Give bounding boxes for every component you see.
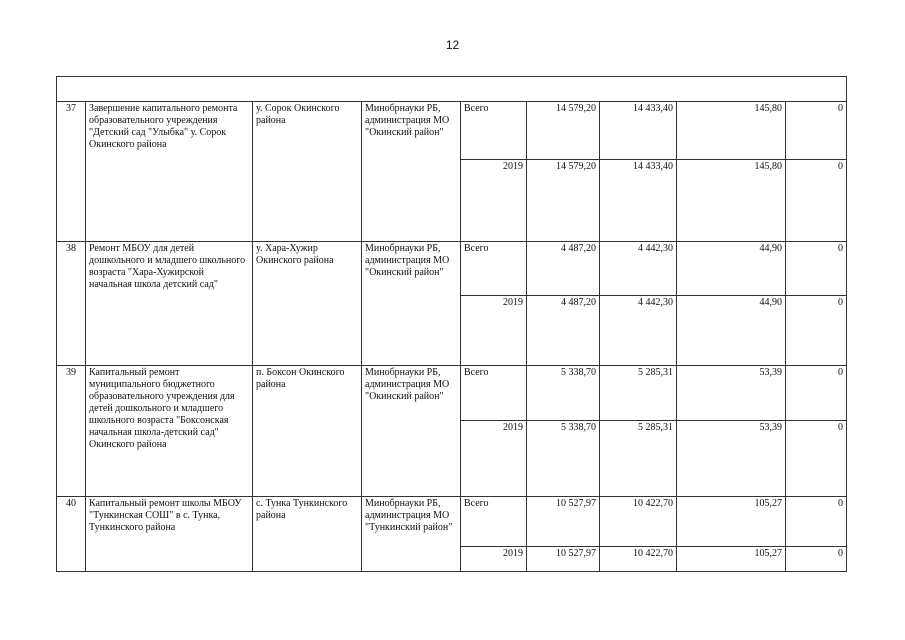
period-year: 2019 xyxy=(461,160,527,242)
row-number: 38 xyxy=(57,242,86,366)
row-number: 37 xyxy=(57,102,86,242)
amount-total: 4 487,20 xyxy=(527,296,600,366)
amount-regional: 145,80 xyxy=(677,160,786,242)
amount-total: 10 527,97 xyxy=(527,497,600,547)
period-total-label: Всего xyxy=(461,497,527,547)
amount-total: 5 338,70 xyxy=(527,366,600,421)
table-row xyxy=(57,497,847,547)
responsible-party: Минобрнауки РБ, администрация МО "Тункинский район" xyxy=(362,497,461,572)
amount-total: 14 579,20 xyxy=(527,102,600,160)
period-year: 2019 xyxy=(461,421,527,497)
amount-regional: 44,90 xyxy=(677,296,786,366)
amount-total: 10 527,97 xyxy=(527,547,600,572)
project-location: с. Тунка Тункинского района xyxy=(253,497,362,572)
table-row xyxy=(57,102,847,160)
period-total-label: Всего xyxy=(461,102,527,160)
amount-regional: 44,90 xyxy=(677,242,786,296)
project-name: Ремонт МБОУ для детей дошкольного и младшего школьного возраста "Хара-Хужирской начальная школа детский сад" xyxy=(86,242,253,366)
amount-regional: 105,27 xyxy=(677,547,786,572)
amount-other: 0 xyxy=(786,497,847,547)
amount-regional: 53,39 xyxy=(677,366,786,421)
amount-regional: 105,27 xyxy=(677,497,786,547)
page-number: 12 xyxy=(445,38,460,52)
amount-federal: 14 433,40 xyxy=(600,160,677,242)
amount-other: 0 xyxy=(786,242,847,296)
responsible-party: Минобрнауки РБ, администрация МО "Окинский район" xyxy=(362,102,461,242)
amount-total: 14 579,20 xyxy=(527,160,600,242)
project-name: Капитальный ремонт школы МБОУ "Тункинская СОШ" в с. Тунка, Тункинского района xyxy=(86,497,253,572)
amount-regional: 53,39 xyxy=(677,421,786,497)
amount-federal: 14 433,40 xyxy=(600,102,677,160)
amount-total: 4 487,20 xyxy=(527,242,600,296)
amount-federal: 4 442,30 xyxy=(600,242,677,296)
amount-other: 0 xyxy=(786,160,847,242)
amount-federal: 5 285,31 xyxy=(600,366,677,421)
row-number: 40 xyxy=(57,497,86,572)
project-location: у. Сорок Окинского района xyxy=(253,102,362,242)
period-total-label: Всего xyxy=(461,366,527,421)
amount-other: 0 xyxy=(786,366,847,421)
row-number: 39 xyxy=(57,366,86,497)
project-name: Завершение капитального ремонта образовательного учреждения "Детский сад "Улыбка" у. Сорок Окинского района xyxy=(86,102,253,242)
responsible-party: Минобрнауки РБ, администрация МО "Окинский район" xyxy=(362,242,461,366)
header-strip xyxy=(57,77,847,102)
amount-federal: 10 422,70 xyxy=(600,547,677,572)
amount-federal: 10 422,70 xyxy=(600,497,677,547)
program-table xyxy=(56,76,847,572)
period-year: 2019 xyxy=(461,547,527,572)
table-row xyxy=(57,366,847,421)
header-strip-cell xyxy=(57,77,847,102)
period-total-label: Всего xyxy=(461,242,527,296)
responsible-party: Минобрнауки РБ, администрация МО "Окинский район" xyxy=(362,366,461,497)
amount-federal: 4 442,30 xyxy=(600,296,677,366)
amount-regional: 145,80 xyxy=(677,102,786,160)
project-location: п. Боксон Окинского района xyxy=(253,366,362,497)
amount-other: 0 xyxy=(786,547,847,572)
amount-other: 0 xyxy=(786,102,847,160)
amount-federal: 5 285,31 xyxy=(600,421,677,497)
amount-other: 0 xyxy=(786,296,847,366)
project-name: Капитальный ремонт муниципального бюджетного образовательного учреждения для детей дошкольного и младшего школьного возраста "Боксонская начальная школа-детский сад" Окинского района xyxy=(86,366,253,497)
amount-other: 0 xyxy=(786,421,847,497)
amount-total: 5 338,70 xyxy=(527,421,600,497)
table-row xyxy=(57,242,847,296)
period-year: 2019 xyxy=(461,296,527,366)
project-location: у. Хара-Хужир Окинского района xyxy=(253,242,362,366)
